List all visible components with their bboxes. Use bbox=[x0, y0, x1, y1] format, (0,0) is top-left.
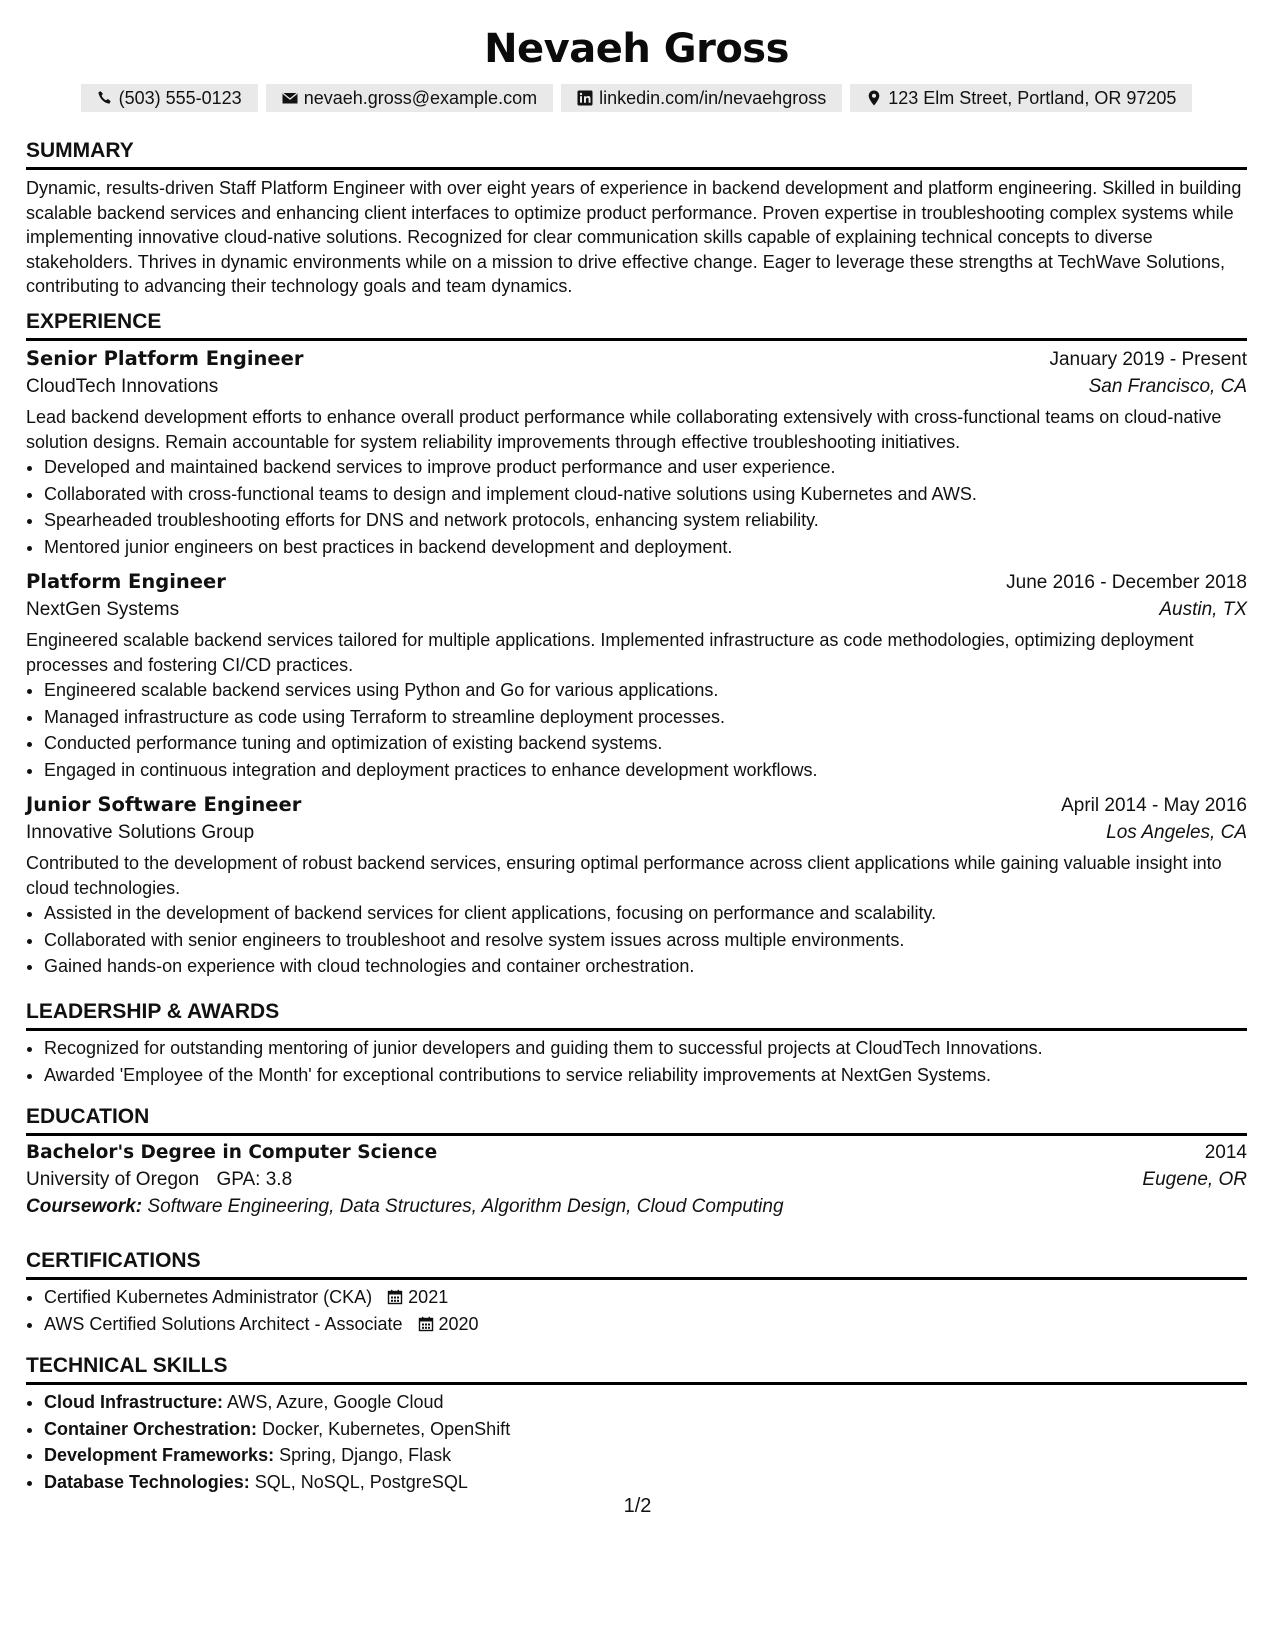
linkedin-text: linkedin.com/in/nevaehgross bbox=[599, 88, 827, 108]
list-item: • Developed and maintained backend services to improve product performance and user experience. bbox=[44, 454, 1247, 481]
phone-icon bbox=[97, 90, 113, 106]
job-location: San Francisco, CA bbox=[1088, 376, 1247, 397]
job-company: NextGen Systems bbox=[26, 599, 180, 620]
skill-category: Development Frameworks: bbox=[44, 1445, 275, 1465]
skill-category: Database Technologies: bbox=[44, 1471, 250, 1492]
list-item: • Collaborated with cross-functional teams to design and implement cloud-native solutions using Kubernetes and AWS. bbox=[44, 481, 1247, 508]
job-dates: June 2016 - December 2018 bbox=[1006, 572, 1247, 593]
list-item bbox=[44, 1469, 1247, 1496]
certification-name: Certified Kubernetes Administrator (CKA) bbox=[44, 1287, 373, 1307]
summary-text: Dynamic, results-driven Staff Platform Engineer with over eight years of experience in backend development and platform engineering. Skilled in building scalable backend services and enhancing client interfaces to optimize product performance. Proven expertise in troubleshooting complex systems while implementing innovative cloud-native solutions. Recognized for clear communication skills capable of explaining technical concepts to diverse stakeholders. Thrives in dynamic environments while on a mission to drive effective change. Eager to leverage these strengths at TechWave Solutions, contributing to advancing their technology goals and team dynamics. bbox=[26, 178, 1242, 296]
list-item: • Recognized for outstanding mentoring of junior developers and guiding them to successful projects at CloudTech Innovations. bbox=[44, 1035, 1247, 1062]
degree-title: Bachelor's Degree in Computer Science bbox=[26, 1142, 438, 1163]
list-item: • Conducted performance tuning and optimization of existing backend systems. bbox=[44, 730, 1247, 757]
list-item: • Collaborated with senior engineers to troubleshoot and resolve system issues across multiple environments. bbox=[44, 927, 1247, 954]
skill-values: Docker, Kubernetes, OpenShift bbox=[262, 1418, 511, 1439]
summary-section bbox=[26, 139, 1247, 299]
envelope-icon bbox=[282, 90, 298, 106]
list-item: • Awarded 'Employee of the Month' for exceptional contributions to service reliability improvements at NextGen Systems. bbox=[44, 1062, 1247, 1089]
job-title: Senior Platform Engineer bbox=[26, 347, 304, 370]
skill-values: Spring, Django, Flask bbox=[279, 1445, 452, 1465]
leadership-list bbox=[26, 1035, 1247, 1088]
section-title: LEADERSHIP & AWARDS bbox=[26, 1000, 1247, 1031]
list-item: • Spearheaded troubleshooting efforts for DNS and network protocols, enhancing system reliability. bbox=[44, 507, 1247, 534]
coursework bbox=[26, 1196, 1247, 1218]
school-location: Eugene, OR bbox=[1142, 1169, 1247, 1190]
list-item: • Assisted in the development of backend services for client applications, focusing on performance and scalability. bbox=[44, 900, 1247, 927]
certification-name: AWS Certified Solutions Architect - Associate bbox=[44, 1313, 403, 1334]
list-item: • Mentored junior engineers on best practices in backend development and deployment. bbox=[44, 534, 1247, 561]
list-item bbox=[44, 1389, 1247, 1416]
contact-email[interactable] bbox=[266, 84, 553, 112]
coursework-list: Software Engineering, Data Structures, Algorithm Design, Cloud Computing bbox=[147, 1196, 784, 1217]
resume-page bbox=[26, 0, 1247, 1492]
list-item bbox=[44, 1416, 1247, 1443]
school-name: University of Oregon bbox=[26, 1169, 200, 1190]
job-dates: January 2019 - Present bbox=[1049, 349, 1247, 370]
address-text: 123 Elm Street, Portland, OR 97205 bbox=[888, 88, 1177, 108]
page-number: 1/2 bbox=[623, 1495, 652, 1517]
contact-bar bbox=[26, 84, 1247, 112]
job-title: Platform Engineer bbox=[26, 570, 226, 593]
section-title: CERTIFICATIONS bbox=[26, 1249, 1247, 1280]
contact-phone[interactable] bbox=[81, 84, 258, 112]
contact-linkedin[interactable] bbox=[561, 84, 842, 112]
job-entry bbox=[26, 570, 1247, 783]
job-description: Engineered scalable backend services tailored for multiple applications. Implemented infrastructure as code methodologies, optimizing deployment processes and fostering CI/CD practices. bbox=[26, 630, 1194, 675]
email-text: nevaeh.gross@example.com bbox=[303, 88, 538, 108]
job-bullets bbox=[26, 677, 1247, 783]
skills-list bbox=[26, 1389, 1247, 1495]
skill-values: SQL, NoSQL, PostgreSQL bbox=[254, 1471, 468, 1492]
job-bullets bbox=[26, 454, 1247, 560]
map-pin-icon bbox=[866, 90, 882, 106]
calendar-icon bbox=[418, 1316, 434, 1332]
section-title: SUMMARY bbox=[26, 139, 1247, 170]
section-title: EDUCATION bbox=[26, 1105, 1247, 1136]
graduation-year: 2014 bbox=[1204, 1142, 1247, 1163]
contact-address[interactable] bbox=[850, 84, 1192, 112]
section-title: EXPERIENCE bbox=[26, 310, 1247, 341]
certification-year: 2021 bbox=[408, 1287, 449, 1307]
certification-year: 2020 bbox=[438, 1313, 479, 1334]
job-company: CloudTech Innovations bbox=[26, 376, 219, 397]
list-item: • Engaged in continuous integration and deployment practices to enhance development workflows. bbox=[44, 757, 1247, 784]
list-item: • Managed infrastructure as code using Terraform to streamline deployment processes. bbox=[44, 704, 1247, 731]
list-item bbox=[44, 1311, 1247, 1338]
skill-category: Container Orchestration: bbox=[44, 1418, 258, 1439]
job-location: Los Angeles, CA bbox=[1106, 822, 1247, 843]
job-description: Contributed to the development of robust backend services, ensuring optimal performance across client applications while gaining valuable insight into cloud technologies. bbox=[26, 853, 1222, 898]
job-title: Junior Software Engineer bbox=[26, 793, 302, 816]
phone-text: (503) 555-0123 bbox=[118, 88, 242, 108]
school-line bbox=[26, 1169, 292, 1191]
job-location: Austin, TX bbox=[1159, 599, 1247, 620]
candidate-name: Nevaeh Gross bbox=[484, 26, 789, 72]
calendar-icon bbox=[387, 1289, 403, 1305]
job-description: Lead backend development efforts to enhance overall product performance while collaborating extensively with cross-functional teams on cloud-native solution designs. Remain accountable for system reliability improvements through effective troubleshooting initiatives. bbox=[26, 407, 1222, 452]
skills-section bbox=[26, 1354, 1247, 1495]
list-item: • Engineered scalable backend services using Python and Go for various applications. bbox=[44, 677, 1247, 704]
job-entry bbox=[26, 347, 1247, 560]
gpa: GPA: 3.8 bbox=[216, 1169, 293, 1190]
list-item bbox=[44, 1442, 1247, 1469]
skill-category: Cloud Infrastructure: bbox=[44, 1392, 224, 1412]
leadership-section bbox=[26, 1000, 1247, 1088]
job-company: Innovative Solutions Group bbox=[26, 822, 255, 843]
linkedin-icon bbox=[577, 90, 593, 106]
list-item: • Gained hands-on experience with cloud technologies and container orchestration. bbox=[44, 953, 1247, 980]
skill-values: AWS, Azure, Google Cloud bbox=[227, 1392, 444, 1412]
job-entry bbox=[26, 793, 1247, 980]
education-section bbox=[26, 1105, 1247, 1218]
coursework-label: Coursework: bbox=[26, 1196, 143, 1217]
section-title: TECHNICAL SKILLS bbox=[26, 1354, 1247, 1385]
job-dates: April 2014 - May 2016 bbox=[1061, 795, 1247, 816]
experience-section bbox=[26, 310, 1247, 980]
job-bullets bbox=[26, 900, 1247, 980]
certifications-section bbox=[26, 1249, 1247, 1337]
list-item bbox=[44, 1284, 1247, 1311]
certifications-list bbox=[26, 1284, 1247, 1337]
